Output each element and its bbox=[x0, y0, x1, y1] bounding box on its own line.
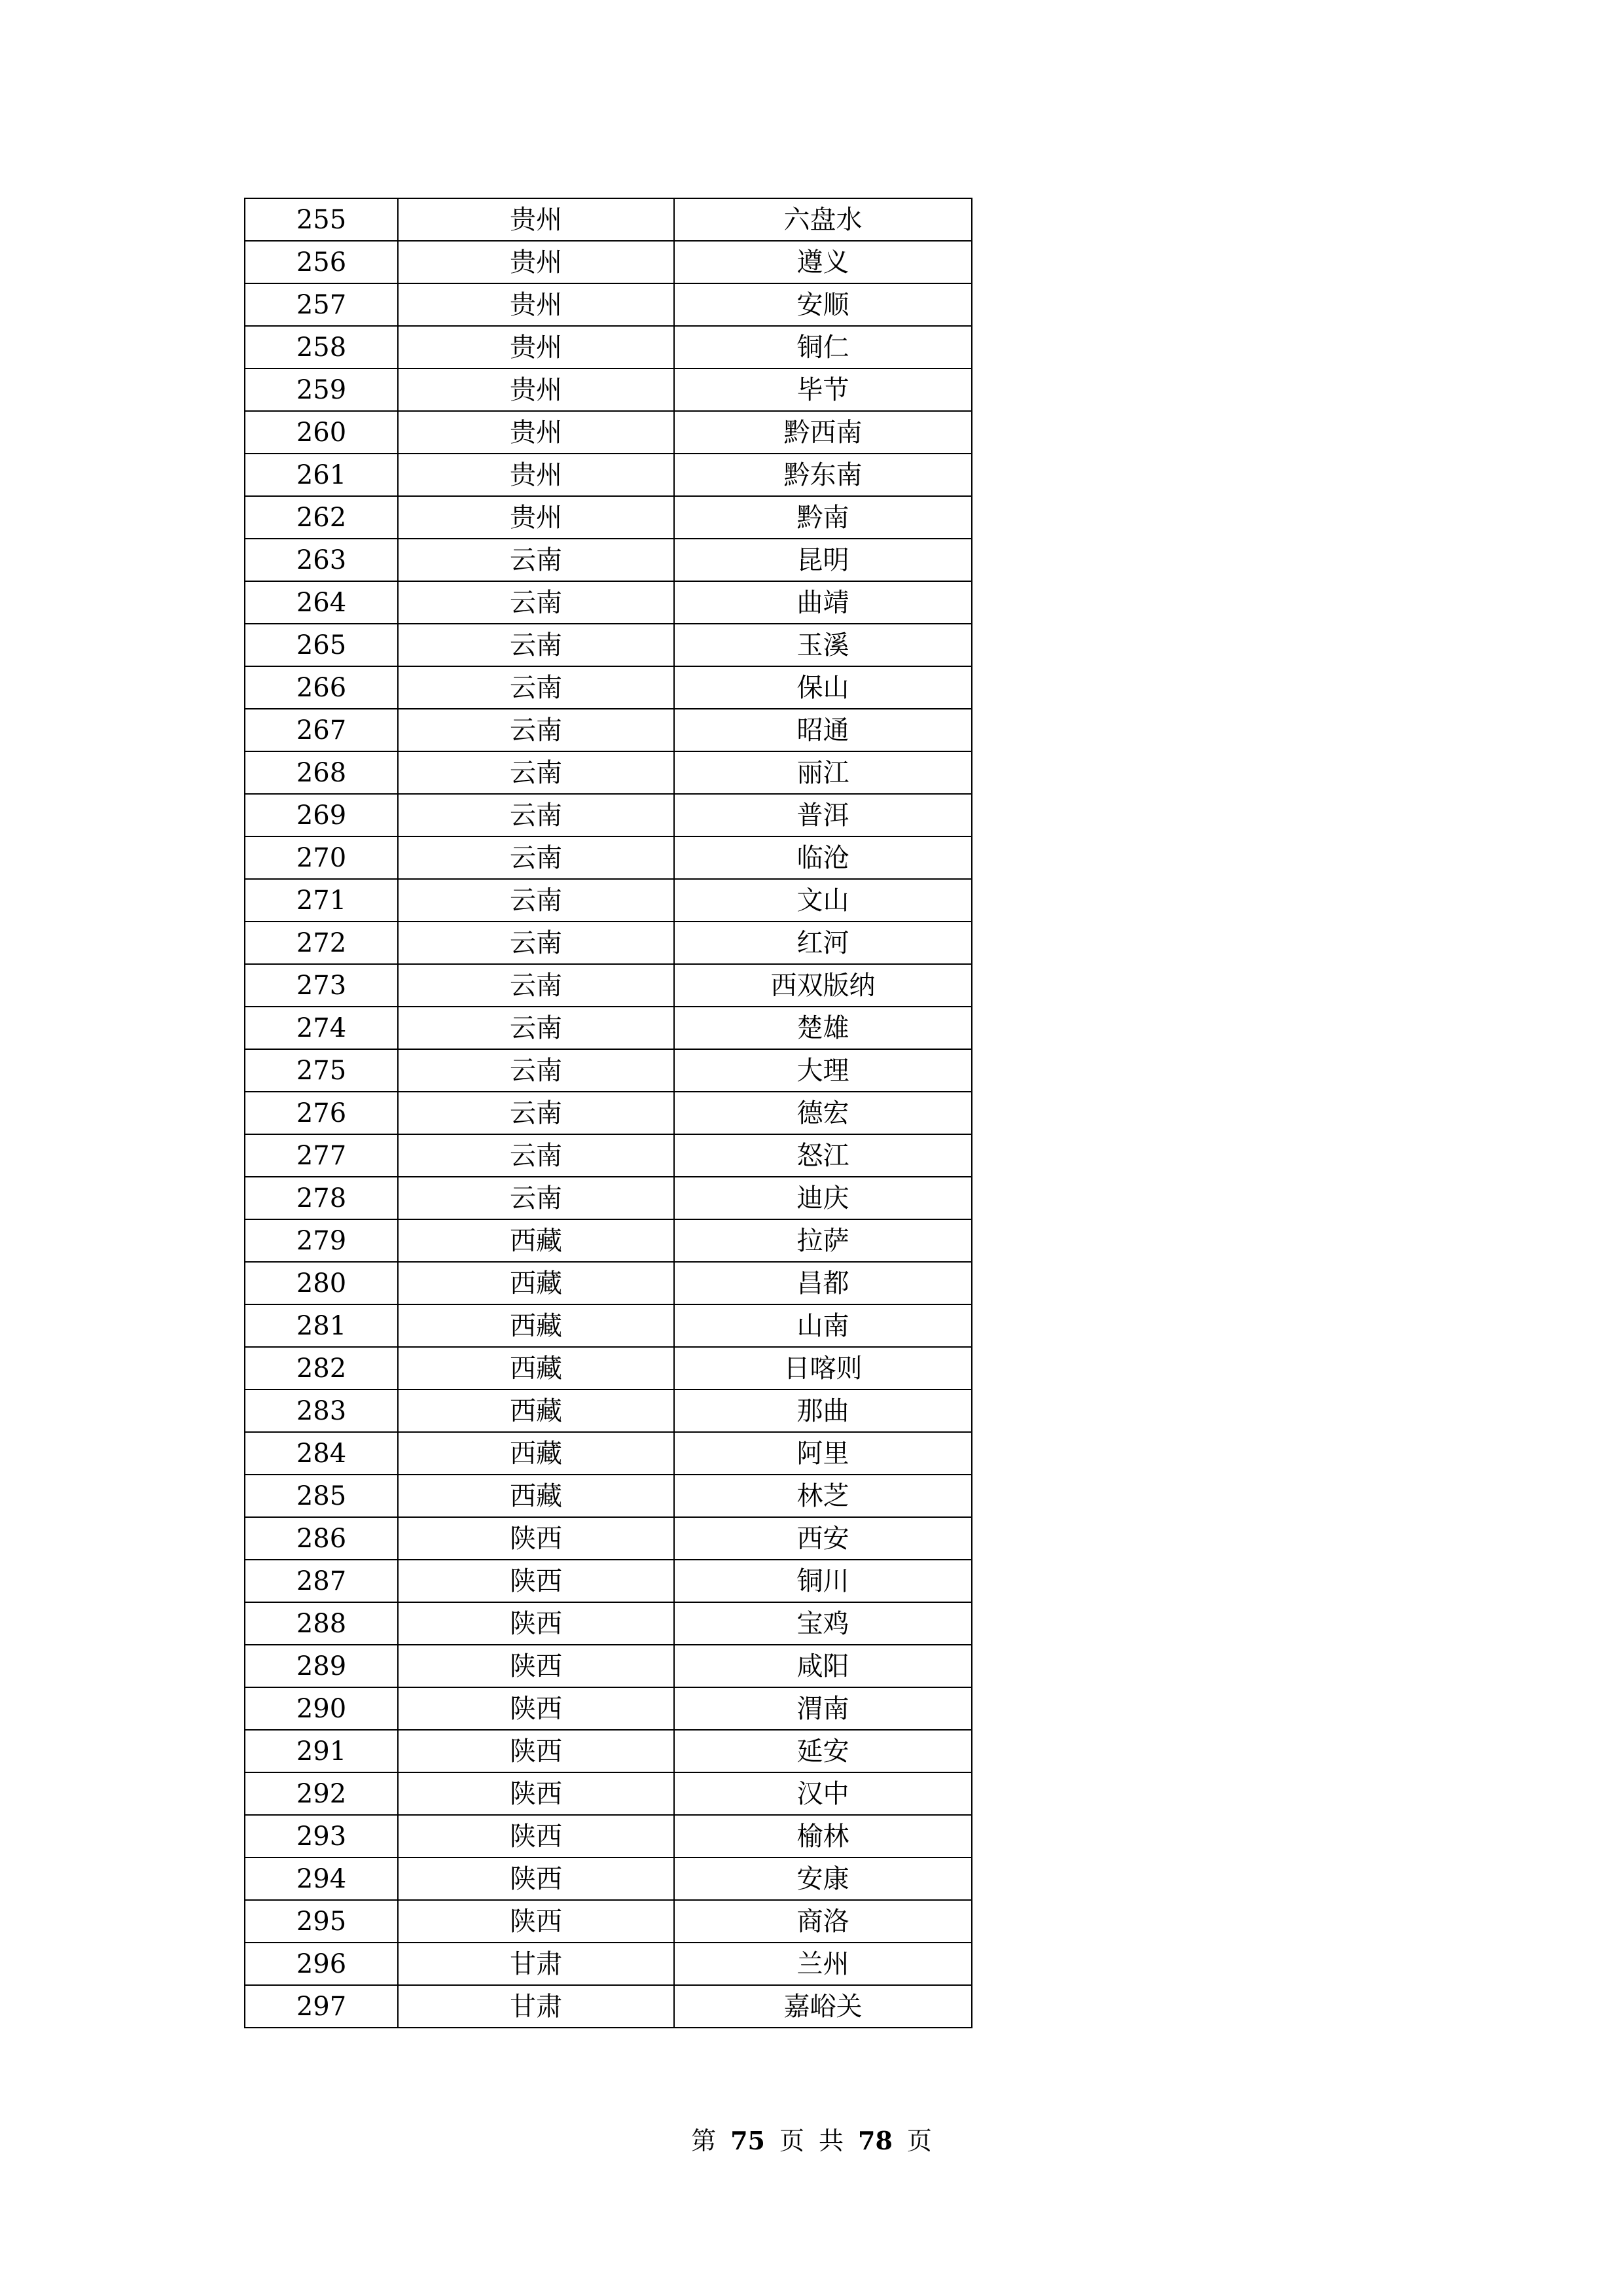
row-index-cell: 276 bbox=[245, 1092, 398, 1134]
city-cell: 铜川 bbox=[674, 1560, 972, 1602]
province-cell: 陕西 bbox=[398, 1815, 674, 1857]
row-index-cell: 264 bbox=[245, 581, 398, 624]
city-cell: 嘉峪关 bbox=[674, 1985, 972, 2028]
row-index-cell: 287 bbox=[245, 1560, 398, 1602]
province-cell: 陕西 bbox=[398, 1772, 674, 1815]
province-cell: 陕西 bbox=[398, 1560, 674, 1602]
table-row bbox=[245, 454, 972, 496]
province-cell: 陕西 bbox=[398, 1517, 674, 1560]
city-cell: 那曲 bbox=[674, 1390, 972, 1432]
row-index-cell: 258 bbox=[245, 326, 398, 368]
city-cell: 昭通 bbox=[674, 709, 972, 751]
row-index-cell: 288 bbox=[245, 1602, 398, 1645]
table-row bbox=[245, 709, 972, 751]
city-cell: 昆明 bbox=[674, 539, 972, 581]
province-cell: 陕西 bbox=[398, 1687, 674, 1730]
province-cell: 云南 bbox=[398, 1177, 674, 1219]
table-row bbox=[245, 1985, 972, 2028]
table-row bbox=[245, 964, 972, 1007]
city-cell: 黔南 bbox=[674, 496, 972, 539]
table-row bbox=[245, 1857, 972, 1900]
province-cell: 贵州 bbox=[398, 283, 674, 326]
row-index-cell: 297 bbox=[245, 1985, 398, 2028]
row-index-cell: 295 bbox=[245, 1900, 398, 1943]
province-cell: 贵州 bbox=[398, 496, 674, 539]
table-row bbox=[245, 496, 972, 539]
table-row bbox=[245, 1560, 972, 1602]
city-cell: 曲靖 bbox=[674, 581, 972, 624]
city-cell: 昌都 bbox=[674, 1262, 972, 1304]
city-cell: 毕节 bbox=[674, 368, 972, 411]
province-cell: 云南 bbox=[398, 879, 674, 922]
footer-total-word: 共 bbox=[819, 2126, 844, 2155]
province-cell: 陕西 bbox=[398, 1730, 674, 1772]
table-row bbox=[245, 198, 972, 241]
row-index-cell: 268 bbox=[245, 751, 398, 794]
table-row bbox=[245, 879, 972, 922]
row-index-cell: 291 bbox=[245, 1730, 398, 1772]
row-index-cell: 261 bbox=[245, 454, 398, 496]
city-table-body bbox=[245, 198, 972, 2028]
city-cell: 延安 bbox=[674, 1730, 972, 1772]
province-cell: 甘肃 bbox=[398, 1943, 674, 1985]
row-index-cell: 263 bbox=[245, 539, 398, 581]
row-index-cell: 282 bbox=[245, 1347, 398, 1390]
current-page-number: 75 bbox=[730, 2126, 765, 2155]
city-cell: 西安 bbox=[674, 1517, 972, 1560]
city-cell: 玉溪 bbox=[674, 624, 972, 666]
province-cell: 云南 bbox=[398, 581, 674, 624]
row-index-cell: 279 bbox=[245, 1219, 398, 1262]
table-row bbox=[245, 1772, 972, 1815]
page-footer bbox=[0, 2128, 1623, 2153]
row-index-cell: 256 bbox=[245, 241, 398, 283]
table-row bbox=[245, 368, 972, 411]
row-index-cell: 274 bbox=[245, 1007, 398, 1049]
row-index-cell: 257 bbox=[245, 283, 398, 326]
table-row bbox=[245, 1900, 972, 1943]
table-row bbox=[245, 581, 972, 624]
row-index-cell: 293 bbox=[245, 1815, 398, 1857]
row-index-cell: 280 bbox=[245, 1262, 398, 1304]
row-index-cell: 281 bbox=[245, 1304, 398, 1347]
table-row bbox=[245, 922, 972, 964]
footer-page-word: 页 bbox=[779, 2126, 804, 2155]
province-cell: 贵州 bbox=[398, 454, 674, 496]
table-row bbox=[245, 1134, 972, 1177]
city-cell: 汉中 bbox=[674, 1772, 972, 1815]
province-cell: 贵州 bbox=[398, 326, 674, 368]
row-index-cell: 260 bbox=[245, 411, 398, 454]
row-index-cell: 284 bbox=[245, 1432, 398, 1475]
city-cell: 黔西南 bbox=[674, 411, 972, 454]
table-row bbox=[245, 794, 972, 836]
table-row bbox=[245, 1390, 972, 1432]
city-cell: 商洛 bbox=[674, 1900, 972, 1943]
city-cell: 保山 bbox=[674, 666, 972, 709]
table-row bbox=[245, 1602, 972, 1645]
table-row bbox=[245, 241, 972, 283]
city-cell: 宝鸡 bbox=[674, 1602, 972, 1645]
city-cell: 遵义 bbox=[674, 241, 972, 283]
province-cell: 云南 bbox=[398, 922, 674, 964]
row-index-cell: 262 bbox=[245, 496, 398, 539]
province-cell: 陕西 bbox=[398, 1645, 674, 1687]
city-cell: 阿里 bbox=[674, 1432, 972, 1475]
city-cell: 普洱 bbox=[674, 794, 972, 836]
city-cell: 林芝 bbox=[674, 1475, 972, 1517]
province-cell: 西藏 bbox=[398, 1219, 674, 1262]
city-cell: 丽江 bbox=[674, 751, 972, 794]
city-cell: 安康 bbox=[674, 1857, 972, 1900]
row-index-cell: 278 bbox=[245, 1177, 398, 1219]
row-index-cell: 277 bbox=[245, 1134, 398, 1177]
province-cell: 云南 bbox=[398, 1049, 674, 1092]
province-cell: 西藏 bbox=[398, 1475, 674, 1517]
city-cell: 山南 bbox=[674, 1304, 972, 1347]
table-row bbox=[245, 1943, 972, 1985]
city-cell: 文山 bbox=[674, 879, 972, 922]
province-cell: 贵州 bbox=[398, 241, 674, 283]
province-cell: 云南 bbox=[398, 1092, 674, 1134]
city-cell: 日喀则 bbox=[674, 1347, 972, 1390]
row-index-cell: 259 bbox=[245, 368, 398, 411]
city-cell: 兰州 bbox=[674, 1943, 972, 1985]
province-cell: 云南 bbox=[398, 751, 674, 794]
table-row bbox=[245, 283, 972, 326]
province-cell: 贵州 bbox=[398, 411, 674, 454]
city-table bbox=[244, 198, 972, 2028]
province-cell: 西藏 bbox=[398, 1347, 674, 1390]
table-row bbox=[245, 326, 972, 368]
row-index-cell: 267 bbox=[245, 709, 398, 751]
city-cell: 红河 bbox=[674, 922, 972, 964]
row-index-cell: 273 bbox=[245, 964, 398, 1007]
province-cell: 云南 bbox=[398, 964, 674, 1007]
row-index-cell: 270 bbox=[245, 836, 398, 879]
city-cell: 德宏 bbox=[674, 1092, 972, 1134]
table-row bbox=[245, 1730, 972, 1772]
table-row bbox=[245, 411, 972, 454]
table-row bbox=[245, 751, 972, 794]
table-row bbox=[245, 1517, 972, 1560]
table-row bbox=[245, 1432, 972, 1475]
table-row bbox=[245, 1687, 972, 1730]
city-cell: 拉萨 bbox=[674, 1219, 972, 1262]
province-cell: 云南 bbox=[398, 539, 674, 581]
table-row bbox=[245, 1645, 972, 1687]
city-cell: 临沧 bbox=[674, 836, 972, 879]
province-cell: 云南 bbox=[398, 666, 674, 709]
province-cell: 云南 bbox=[398, 794, 674, 836]
province-cell: 贵州 bbox=[398, 198, 674, 241]
row-index-cell: 283 bbox=[245, 1390, 398, 1432]
row-index-cell: 290 bbox=[245, 1687, 398, 1730]
row-index-cell: 285 bbox=[245, 1475, 398, 1517]
province-cell: 云南 bbox=[398, 624, 674, 666]
row-index-cell: 271 bbox=[245, 879, 398, 922]
row-index-cell: 294 bbox=[245, 1857, 398, 1900]
city-cell: 安顺 bbox=[674, 283, 972, 326]
table-row bbox=[245, 1007, 972, 1049]
table-row bbox=[245, 1049, 972, 1092]
table-row bbox=[245, 1815, 972, 1857]
row-index-cell: 265 bbox=[245, 624, 398, 666]
footer-suffix: 页 bbox=[906, 2126, 932, 2155]
row-index-cell: 292 bbox=[245, 1772, 398, 1815]
city-cell: 迪庆 bbox=[674, 1177, 972, 1219]
table-row bbox=[245, 1262, 972, 1304]
table-row bbox=[245, 1177, 972, 1219]
province-cell: 贵州 bbox=[398, 368, 674, 411]
city-cell: 铜仁 bbox=[674, 326, 972, 368]
table-row bbox=[245, 1092, 972, 1134]
total-page-number: 78 bbox=[858, 2126, 893, 2155]
province-cell: 西藏 bbox=[398, 1304, 674, 1347]
row-index-cell: 255 bbox=[245, 198, 398, 241]
row-index-cell: 289 bbox=[245, 1645, 398, 1687]
province-cell: 西藏 bbox=[398, 1432, 674, 1475]
table-row bbox=[245, 836, 972, 879]
table-row bbox=[245, 666, 972, 709]
table-row bbox=[245, 624, 972, 666]
city-cell: 六盘水 bbox=[674, 198, 972, 241]
province-cell: 云南 bbox=[398, 709, 674, 751]
province-cell: 甘肃 bbox=[398, 1985, 674, 2028]
province-cell: 云南 bbox=[398, 836, 674, 879]
city-cell: 渭南 bbox=[674, 1687, 972, 1730]
city-cell: 大理 bbox=[674, 1049, 972, 1092]
city-cell: 咸阳 bbox=[674, 1645, 972, 1687]
row-index-cell: 272 bbox=[245, 922, 398, 964]
table-row bbox=[245, 1475, 972, 1517]
province-cell: 陕西 bbox=[398, 1602, 674, 1645]
city-cell: 榆林 bbox=[674, 1815, 972, 1857]
footer-prefix: 第 bbox=[691, 2126, 717, 2155]
row-index-cell: 296 bbox=[245, 1943, 398, 1985]
table-row bbox=[245, 1219, 972, 1262]
province-cell: 西藏 bbox=[398, 1390, 674, 1432]
row-index-cell: 286 bbox=[245, 1517, 398, 1560]
city-cell: 怒江 bbox=[674, 1134, 972, 1177]
table-row bbox=[245, 1347, 972, 1390]
row-index-cell: 275 bbox=[245, 1049, 398, 1092]
table-row bbox=[245, 539, 972, 581]
province-cell: 陕西 bbox=[398, 1857, 674, 1900]
province-cell: 西藏 bbox=[398, 1262, 674, 1304]
province-cell: 云南 bbox=[398, 1134, 674, 1177]
row-index-cell: 266 bbox=[245, 666, 398, 709]
city-cell: 黔东南 bbox=[674, 454, 972, 496]
row-index-cell: 269 bbox=[245, 794, 398, 836]
city-cell: 楚雄 bbox=[674, 1007, 972, 1049]
table-row bbox=[245, 1304, 972, 1347]
province-cell: 陕西 bbox=[398, 1900, 674, 1943]
province-cell: 云南 bbox=[398, 1007, 674, 1049]
city-cell: 西双版纳 bbox=[674, 964, 972, 1007]
